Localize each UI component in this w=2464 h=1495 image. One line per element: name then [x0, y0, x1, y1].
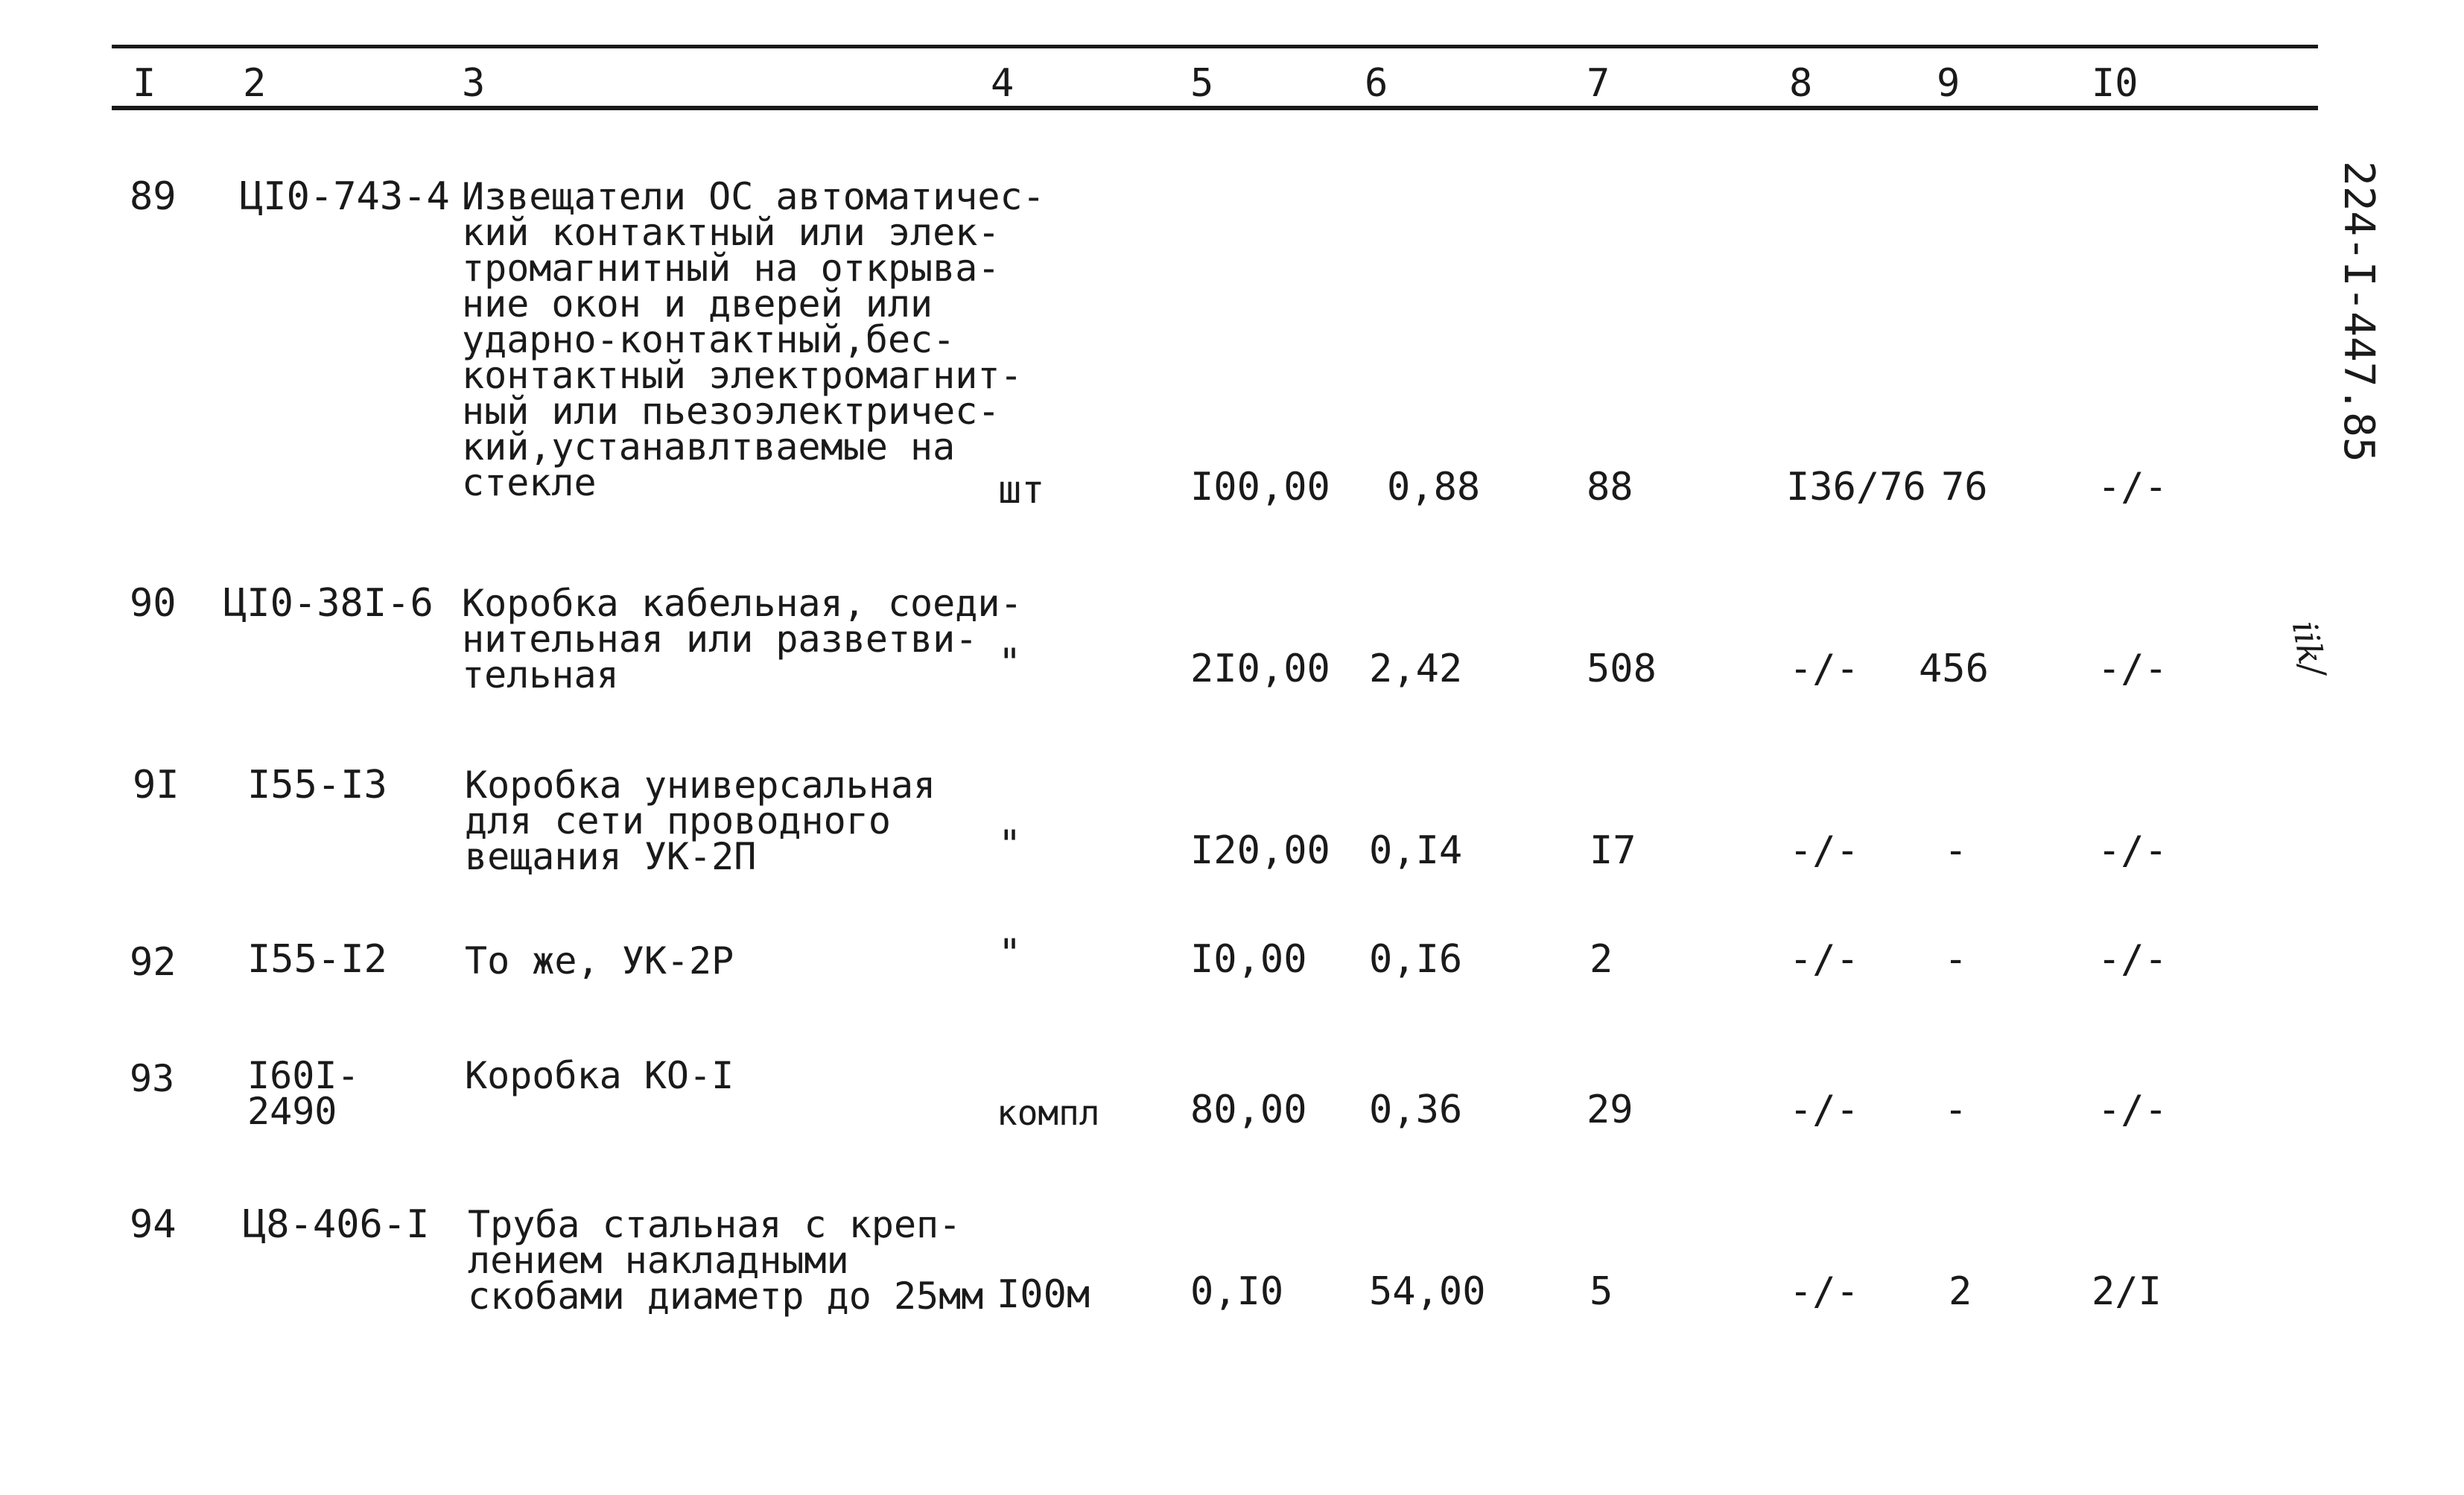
item-col7: I7	[1590, 828, 1636, 873]
column-header-3: 3	[462, 61, 486, 106]
signature-mark: iik/	[2284, 618, 2334, 679]
item-code: ЦI0-743-4	[240, 174, 450, 219]
item-col8: -/-	[1789, 937, 1859, 982]
row-number: 92	[130, 940, 177, 985]
item-col10: -/-	[2098, 828, 2168, 873]
row-number: 94	[130, 1202, 177, 1247]
item-col5: 2I0,00	[1190, 647, 1330, 691]
item-col5: 80,00	[1190, 1088, 1307, 1132]
item-description: Извещатели ОС автоматичес- кий контактный или элек- тромагнитный на открыва- ние окон и дверей или ударно-контактный,бес- контактный электромагнит- ный или пьезоэлектричес- кий,устанавлтваемые на стекле	[462, 175, 1045, 504]
column-header-4: 4	[991, 61, 1015, 106]
row-number: 93	[130, 1057, 175, 1100]
item-col9: -	[1944, 828, 1968, 873]
column-header-1: I	[133, 61, 156, 106]
item-col7: 508	[1587, 647, 1657, 691]
item-col7: 2	[1590, 937, 1613, 982]
item-col6: 0,I6	[1369, 937, 1463, 982]
item-col7: 5	[1590, 1269, 1613, 1314]
item-description: Труба стальная с креп- лением накладными скобами диаметр до 25мм	[468, 1203, 984, 1318]
item-code: Ц8-406-I	[243, 1202, 430, 1247]
column-header-10: I0	[2092, 61, 2138, 106]
item-description: Коробка КО-I	[465, 1054, 734, 1097]
item-unit: компл	[997, 1093, 1100, 1133]
item-col6: 0,88	[1387, 465, 1481, 510]
item-col8: -/-	[1789, 1269, 1859, 1314]
item-code: I55-I2	[247, 937, 387, 982]
item-col5: I00,00	[1190, 465, 1330, 510]
item-col9: -	[1944, 1088, 1968, 1132]
item-code: I60I- 2490	[247, 1054, 360, 1133]
document-code: 224-I-447.85	[2334, 161, 2383, 463]
row-number: 90	[130, 581, 177, 626]
column-header-7: 7	[1587, 61, 1610, 106]
item-description: Коробка кабельная, соеди- нительная или разветви- тельная	[462, 582, 1023, 696]
item-unit: шт	[998, 468, 1045, 512]
column-header-9: 9	[1937, 61, 1960, 106]
item-unit: "	[998, 641, 1022, 685]
header-top-rule	[112, 45, 2318, 48]
item-col7: 88	[1587, 465, 1633, 510]
item-code: ЦI0-38I-6	[223, 581, 434, 626]
column-header-2: 2	[243, 61, 267, 106]
item-unit: I00м	[997, 1272, 1090, 1317]
item-unit: "	[998, 822, 1022, 867]
item-col6: 0,36	[1369, 1088, 1463, 1132]
item-col5: I20,00	[1190, 828, 1330, 873]
header-bottom-rule	[112, 106, 2318, 110]
item-col9: -	[1944, 937, 1968, 982]
item-code: I55-I3	[247, 763, 387, 807]
item-description: Коробка универсальная для сети проводного вещания УК-2П	[465, 764, 936, 878]
item-col6: 54,00	[1369, 1269, 1486, 1314]
item-col8: I36/76	[1786, 465, 1926, 510]
item-col8: -/-	[1789, 647, 1859, 691]
item-col5: I0,00	[1190, 937, 1307, 982]
item-col10: -/-	[2098, 1088, 2168, 1132]
item-description: То же, УК-2Р	[465, 939, 734, 983]
item-col10: -/-	[2098, 647, 2168, 691]
item-col5: 0,I0	[1190, 1269, 1284, 1314]
item-col6: 0,I4	[1369, 828, 1463, 873]
item-col6: 2,42	[1369, 647, 1463, 691]
item-col10: 2/I	[2092, 1269, 2162, 1314]
column-header-8: 8	[1789, 61, 1813, 106]
row-number: 89	[130, 174, 177, 219]
column-header-6: 6	[1365, 61, 1388, 106]
item-col8: -/-	[1789, 1088, 1859, 1132]
item-col10: -/-	[2098, 465, 2168, 510]
item-unit: "	[998, 931, 1022, 976]
item-col9: 456	[1919, 647, 1989, 691]
row-number: 9I	[133, 763, 180, 807]
item-col9: 76	[1941, 465, 1988, 510]
item-col8: -/-	[1789, 828, 1859, 873]
column-header-5: 5	[1190, 61, 1214, 106]
item-col10: -/-	[2098, 937, 2168, 982]
item-col9: 2	[1949, 1269, 1972, 1314]
item-col7: 29	[1587, 1088, 1633, 1132]
